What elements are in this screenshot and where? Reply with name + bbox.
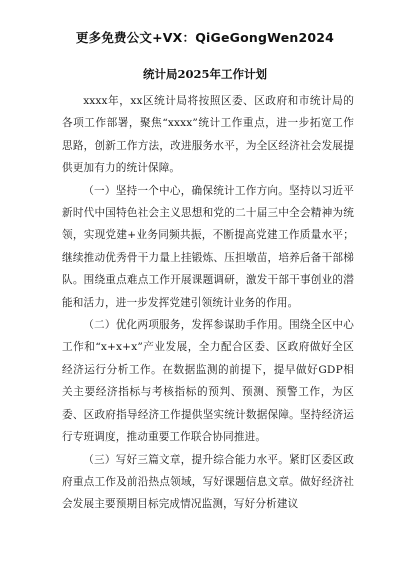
paragraph-section-3: （三）写好三篇文章，提升综合能力水平。紧盯区委区政府重点工作及前沿热点领域，写好课题信息文章。做好经济社会发展主要预期目标完成情况监测，写好分析建议: [62, 453, 354, 511]
page-header-watermark: 更多免费公文+VX：QiGeGongWen2024: [75, 30, 335, 45]
paragraph-intro: xxxx年，xx区统计局将按照区委、区政府和市统计局的各项工作部署，聚焦“xxxx”统计工作重点，进一步拓宽工作思路，创新工作方法，改进服务水平，为全区经济社会发展提供更加有力的统计保障。: [62, 95, 354, 175]
paragraph-section-2: （二）优化两项服务，发挥参谋助手作用。围绕全区中心工作和“x+x+x”产业发展，全力配合区委、区政府做好全区经济运行分析工作。在数据监测的前提下，提早做好GDP相关主要经济指标与考核指标的预判、预测、预警工作，为区委、区政府指导经济工作提供坚实统计数据保障。坚持经济运行专班调度，推动重要工作联合协同推进。: [62, 319, 354, 444]
document-body: [62, 90, 354, 516]
document-title: 统计局2025年工作计划: [142, 67, 267, 81]
paragraph-section-1: （一）坚持一个中心，确保统计工作方向。坚持以习近平新时代中国特色社会主义思想和党的二十届三中全会精神为统领，实现党建+业务同频共振，不断提高党建工作质量水平；继续推动优秀骨干力量上挂锻炼、压担墩苗，培养后备干部梯队。围绕重点难点工作开展课题调研，激发干部干事创业的潜能和活力，进一步发挥党建引领统计业务的作用。: [62, 184, 354, 309]
